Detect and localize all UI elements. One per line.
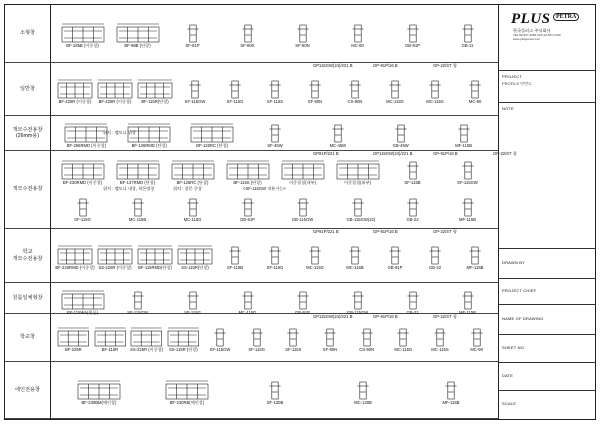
profile-section-drawing	[295, 287, 311, 311]
profile-code: MF-115B	[466, 265, 484, 270]
profile-figure	[291, 194, 314, 222]
profile-figure	[61, 287, 105, 315]
profile-figure	[427, 242, 443, 270]
profile-row	[51, 116, 498, 151]
project-field: PROJECT PROFILE 단면도	[499, 71, 596, 103]
profile-note: GP-91P/16 B	[373, 229, 398, 234]
profile-section-drawing	[405, 20, 421, 44]
profile-code: GB-115GW	[346, 310, 369, 315]
category-label: 소형창	[5, 5, 50, 63]
profile-section-drawing	[165, 377, 209, 401]
profile-code: BF-185B (이중창)	[66, 43, 99, 48]
profile-section-drawing	[77, 377, 121, 401]
profile-figure	[395, 324, 411, 352]
profile-code: BF-225RMD (이중창)	[55, 265, 95, 270]
profile-figure	[359, 324, 375, 352]
profile-section-drawing	[387, 242, 403, 266]
profile-figure	[467, 76, 483, 104]
profile-code: MC-90	[468, 98, 482, 104]
profile-figure	[137, 242, 173, 270]
profile-figure	[336, 157, 380, 185]
profile-section-drawing	[130, 324, 163, 348]
profile-figure	[227, 242, 243, 270]
company-web: www.pluspetra.co.kr	[513, 37, 540, 41]
profile-figure	[249, 324, 265, 352]
profile-section-drawing	[393, 120, 409, 144]
profile-section-drawing	[347, 242, 363, 266]
profile-figure	[307, 242, 323, 270]
profile-row	[51, 229, 498, 283]
profile-section-drawing	[97, 76, 133, 100]
profile-code: MC-115G	[238, 310, 257, 315]
profile-row	[51, 314, 498, 362]
profile-figure	[116, 157, 160, 185]
profile-code: BF-230RB(에인창)	[169, 399, 205, 405]
profile-figure	[177, 242, 213, 270]
category-label: 학교창	[5, 314, 50, 362]
profile-code: MF-115B	[459, 217, 476, 222]
profile-figure	[184, 76, 206, 104]
profile-section-drawing	[336, 157, 380, 181]
profile-figure	[346, 194, 376, 222]
profile-figure	[190, 120, 234, 148]
profile-code: 이중결칭(외부)	[343, 180, 372, 185]
profile-figure	[167, 324, 200, 352]
profile-figure	[61, 20, 105, 48]
profile-figure	[57, 242, 93, 270]
profile-note: GP91P/221 B	[313, 151, 339, 156]
profile-code: MF-115B	[442, 399, 460, 405]
profile-figure	[64, 120, 108, 148]
profile-code: CS-90N	[347, 98, 363, 104]
profile-figure	[267, 120, 283, 148]
profile-section-drawing	[330, 120, 346, 144]
profile-section-drawing	[443, 377, 459, 401]
profile-figure	[130, 324, 163, 352]
profile-section-drawing	[116, 157, 160, 181]
profile-figure	[61, 157, 105, 185]
profile-figure	[227, 76, 243, 104]
profile-code: GB-22	[406, 310, 419, 315]
profile-figure	[405, 287, 421, 315]
profile-section-drawing	[75, 194, 91, 218]
profile-code: GB-22	[428, 265, 442, 270]
profile-figure	[405, 157, 421, 185]
profile-code: CS-90N	[359, 347, 375, 352]
profile-figure	[267, 242, 283, 270]
profile-section-drawing	[177, 242, 213, 266]
category-label: 학교 개모수전용창	[5, 229, 50, 283]
profile-section-drawing	[350, 194, 366, 218]
profile-code: MC-45W	[329, 143, 347, 148]
profile-figure	[75, 194, 91, 222]
profile-figure	[240, 20, 256, 48]
profile-figure	[330, 120, 346, 148]
profile-code: SS-115R(단창)	[181, 265, 209, 270]
note-field: NOTE	[499, 103, 596, 249]
profile-code: GB-91P	[405, 43, 420, 48]
company-address: TEL 02-557-2282 FAX 02-557-4700	[513, 33, 561, 37]
profile-section-drawing	[190, 120, 234, 144]
profile-row	[51, 151, 517, 229]
profile-figure	[467, 242, 483, 270]
profile-code: BF-256RMD (이중창)	[66, 143, 107, 148]
profile-section-drawing	[467, 76, 483, 100]
profile-note: GP-91P/16 B	[373, 314, 398, 319]
profile-section-drawing	[322, 324, 338, 348]
profile-figure	[405, 20, 421, 48]
profile-code: BF-137RMD (단창)	[119, 180, 156, 185]
profile-section-drawing	[130, 287, 146, 311]
profile-code: MF-115B	[455, 143, 473, 148]
profile-section-drawing	[267, 377, 283, 401]
profile-section-drawing	[116, 20, 160, 44]
profile-figure	[116, 20, 160, 48]
profile-code: SF-115B	[404, 180, 421, 185]
profile-figure	[240, 194, 256, 222]
profile-section-drawing	[61, 287, 105, 311]
profile-section-drawing	[137, 242, 173, 266]
profile-section-drawing	[295, 20, 311, 44]
profile-note: 위치 : 벨모니 위창	[103, 129, 136, 135]
profile-code: GB-91P	[295, 310, 310, 315]
profile-figure	[185, 20, 201, 48]
profile-figure	[346, 287, 369, 315]
profile-code: SF-90N	[307, 98, 323, 104]
profile-section-drawing	[460, 20, 476, 44]
category-column	[5, 5, 51, 419]
drawn-by-field: DRAWN BY	[499, 249, 596, 279]
profile-code: SF-90N	[322, 347, 338, 352]
category-label: 일반창	[5, 63, 50, 116]
profile-code: SF-81P	[185, 43, 200, 48]
profile-section-drawing	[227, 76, 243, 100]
profile-code: SF-115S	[266, 98, 284, 104]
profile-code: GB-22	[406, 217, 419, 222]
drawing-sheet	[4, 4, 596, 420]
profile-figure	[469, 324, 485, 352]
profile-code: GB-91P	[240, 217, 255, 222]
profile-figure	[393, 120, 409, 148]
profile-code: BF-115R	[101, 347, 119, 352]
profile-section-drawing	[405, 287, 421, 311]
profile-code: MC-115B	[346, 265, 364, 270]
profile-code: BF-230BM(에인창)	[81, 399, 117, 405]
profile-code: GB-11	[461, 43, 474, 48]
category-label: 에인전용창	[5, 362, 50, 419]
profile-section-drawing	[267, 120, 283, 144]
profile-note: <SF-115GW 적용가능>	[243, 186, 286, 191]
profile-section-drawing	[405, 194, 421, 218]
profile-code: MF-115B	[459, 310, 476, 315]
profile-code: SF-45W	[267, 143, 283, 148]
profile-note: 위치 : 창문 중창	[173, 186, 202, 191]
profile-code: SF-80N	[295, 43, 310, 48]
profile-note: GP115GW(24)/221 B	[313, 63, 353, 68]
profile-figure	[127, 287, 148, 315]
category-label: 개모수전용창 (26mm용)	[5, 116, 50, 151]
profile-code: SF-115G	[74, 217, 91, 222]
sheet-no-field: SHEET NO.	[499, 335, 596, 363]
profile-figure	[307, 76, 323, 104]
profile-code: GB-115GW	[291, 217, 314, 222]
profile-section-drawing	[460, 157, 476, 181]
profile-code: 이중결칭(내부)	[288, 180, 317, 185]
profile-code: BF-225R	[64, 347, 82, 352]
profile-code: SF-115GW	[184, 98, 206, 104]
profile-section-drawing	[187, 76, 203, 100]
profile-section-drawing	[226, 157, 270, 181]
profile-section-drawing	[61, 20, 105, 44]
profile-note: GP-91P/16 B	[433, 151, 458, 156]
profile-code: SF-115G	[248, 347, 265, 352]
profile-figure	[460, 20, 476, 48]
profile-figure	[57, 324, 90, 352]
profile-section-drawing	[427, 242, 443, 266]
profile-figure	[171, 157, 215, 185]
profile-section-drawing	[285, 324, 301, 348]
profile-section-drawing	[427, 76, 443, 100]
profile-figure	[137, 76, 173, 104]
category-label: 원룸일체형창	[5, 283, 50, 314]
profile-code: SF-115G	[226, 98, 244, 104]
profile-section-drawing	[167, 324, 200, 348]
date-field: DATE	[499, 363, 596, 391]
profile-section-drawing	[432, 324, 448, 348]
profile-figure	[432, 324, 448, 352]
profile-figure	[322, 324, 338, 352]
profile-section-drawing	[61, 157, 105, 181]
profile-figure	[456, 120, 472, 148]
profile-row	[51, 362, 498, 419]
profile-figure	[209, 324, 231, 352]
profile-figure	[97, 242, 133, 270]
profile-section-drawing	[267, 76, 283, 100]
profile-section-drawing	[405, 157, 421, 181]
profile-figure	[350, 20, 366, 48]
profile-section-drawing	[64, 120, 108, 144]
profile-section-drawing	[137, 76, 173, 100]
profile-code: MC-115S	[426, 98, 444, 104]
profile-figure	[240, 287, 256, 315]
profile-code: MC-115G	[183, 217, 202, 222]
profile-code: SF-115GW	[457, 180, 478, 185]
profile-figure	[347, 242, 363, 270]
project-chief-field: PROJECT CHIEF	[499, 279, 596, 305]
profile-figure	[355, 377, 371, 405]
profile-section-drawing	[185, 20, 201, 44]
profile-figure	[443, 377, 459, 405]
profile-note: GP-22/ST 형	[493, 151, 517, 156]
profile-code: BF-230RMD (이중창)	[62, 180, 103, 185]
profile-section-drawing	[94, 324, 127, 348]
profile-section-drawing	[307, 242, 323, 266]
profile-section-drawing	[240, 194, 256, 218]
profile-code: SS-225R (이중창)	[98, 265, 132, 270]
profile-section-drawing	[267, 242, 283, 266]
profile-section-drawing	[227, 242, 243, 266]
profile-figure	[460, 287, 476, 315]
profile-note: GP115GW(24)/221 B	[373, 151, 413, 156]
profile-code: SF-115G	[266, 265, 284, 270]
profile-figure	[165, 377, 209, 405]
scale-field: SCALE	[502, 401, 517, 406]
profile-section-drawing	[467, 242, 483, 266]
profile-section-drawing	[355, 377, 371, 401]
profile-section-drawing	[57, 76, 93, 100]
profile-section-drawing	[359, 324, 375, 348]
profile-code: BF-126RC (단창)	[176, 180, 209, 185]
profile-note: GP91P/221 B	[313, 229, 339, 234]
profile-section-drawing	[185, 287, 201, 311]
company-name: 한국플러스 주식회사	[513, 28, 551, 33]
profile-code: BF-115WA(원룸)	[67, 310, 98, 315]
profile-code: BF-126RMD (단창)	[131, 143, 167, 148]
profile-code: MC-115G	[306, 265, 324, 270]
profile-code: MC-115G	[386, 98, 404, 104]
profile-note: GP115GW(24)/221 B	[313, 314, 353, 319]
profile-code: MC-115G	[394, 347, 413, 352]
profile-code: BF-225R (이중창)	[58, 98, 92, 104]
profile-figure	[57, 76, 93, 104]
profile-code: SF-130B	[266, 399, 284, 405]
profile-section-drawing	[307, 76, 323, 100]
profile-note: 위치 : 벨모니 내창, 착은방창	[103, 186, 155, 191]
profile-section-drawing	[240, 20, 256, 44]
profile-note: GP-22/ST 형	[433, 63, 457, 68]
profile-section-drawing	[97, 242, 133, 266]
profile-figure	[267, 377, 283, 405]
profile-section-drawing	[240, 287, 256, 311]
profile-figure	[427, 76, 443, 104]
profile-figure	[267, 76, 283, 104]
profile-figure	[185, 287, 201, 315]
profile-section-drawing	[456, 120, 472, 144]
profile-figure	[97, 76, 133, 104]
profile-figure	[460, 194, 476, 222]
profile-section-drawing	[249, 324, 265, 348]
profile-code: BF-115RMD(단창)	[138, 265, 172, 270]
profile-code: SF-115GW	[209, 347, 231, 352]
profile-figure	[347, 76, 363, 104]
profile-figure	[405, 194, 421, 222]
profile-section-drawing	[57, 242, 93, 266]
profile-section-drawing	[460, 287, 476, 311]
profile-code: GB-45W	[392, 143, 409, 148]
profile-section-drawing	[387, 76, 403, 100]
profile-code: SF-115B	[226, 265, 244, 270]
profile-note: GP-22/ST 형	[433, 314, 457, 319]
profile-section-drawing	[171, 157, 215, 181]
profile-section-drawing	[295, 194, 311, 218]
name-of-drawing-field: NAME OF DRAWING	[499, 305, 596, 335]
profile-figure	[77, 377, 121, 405]
profile-code: GB-115GW(22)	[346, 217, 376, 222]
profile-section-drawing	[57, 324, 90, 348]
profile-figure	[387, 76, 403, 104]
profile-section-drawing	[130, 194, 146, 218]
profile-section-drawing	[350, 287, 366, 311]
profile-section-drawing	[185, 194, 201, 218]
profile-code: SS-225R (이중창)	[130, 347, 164, 352]
profile-figure	[295, 20, 311, 48]
profile-figure	[226, 157, 270, 185]
profile-code: SS-115R (단창)	[168, 347, 198, 352]
profile-figure	[130, 194, 146, 222]
profile-figure	[94, 324, 127, 352]
category-label: 개모수전용창	[5, 151, 50, 229]
profile-code: MC-115S	[431, 347, 449, 352]
profile-section-drawing	[347, 76, 363, 100]
profile-figure	[457, 157, 478, 185]
profile-code: MC-130B	[354, 399, 372, 405]
profile-code: BF-115R(단창)	[141, 98, 169, 104]
profile-note: GP-91P/16 B	[373, 63, 398, 68]
profile-code: MC-90	[470, 347, 483, 352]
profile-row	[51, 283, 498, 314]
profile-section-drawing	[395, 324, 411, 348]
profile-section-drawing	[350, 20, 366, 44]
profile-code: BF-98B (단창)	[124, 43, 151, 48]
profile-row	[51, 5, 498, 63]
profile-note: GP-22/ST 형	[433, 229, 457, 234]
profile-figure	[387, 242, 403, 270]
profile-code: MC-115B	[128, 217, 147, 222]
title-block	[498, 5, 596, 419]
profile-code: BF-115S (단창)	[233, 180, 262, 185]
profile-row	[51, 63, 498, 116]
profile-code: SF-115S	[285, 347, 302, 352]
profile-code: MC-80	[351, 43, 364, 48]
profile-section-drawing	[460, 194, 476, 218]
profile-code: SF-115GW	[127, 310, 148, 315]
profile-code: SF-115G	[184, 310, 201, 315]
profile-figure	[281, 157, 325, 185]
profile-figure	[295, 287, 311, 315]
profile-figure	[285, 324, 301, 352]
profile-code: BF-126RC (단창)	[196, 143, 229, 148]
profile-code: SF-80S	[240, 43, 255, 48]
profile-code: BF-225R (이중창)	[98, 98, 132, 104]
profile-code: GB-91P	[387, 265, 403, 270]
profile-section-drawing	[281, 157, 325, 181]
profile-section-drawing	[212, 324, 228, 348]
company-logo: PLUS PETRA 한국플러스 주식회사 TEL 02-557-2282 FAX 02-557-4700 www.pluspetra.co.kr	[503, 9, 591, 41]
profile-section-drawing	[469, 324, 485, 348]
profile-figure	[185, 194, 201, 222]
logo-box	[499, 5, 596, 71]
